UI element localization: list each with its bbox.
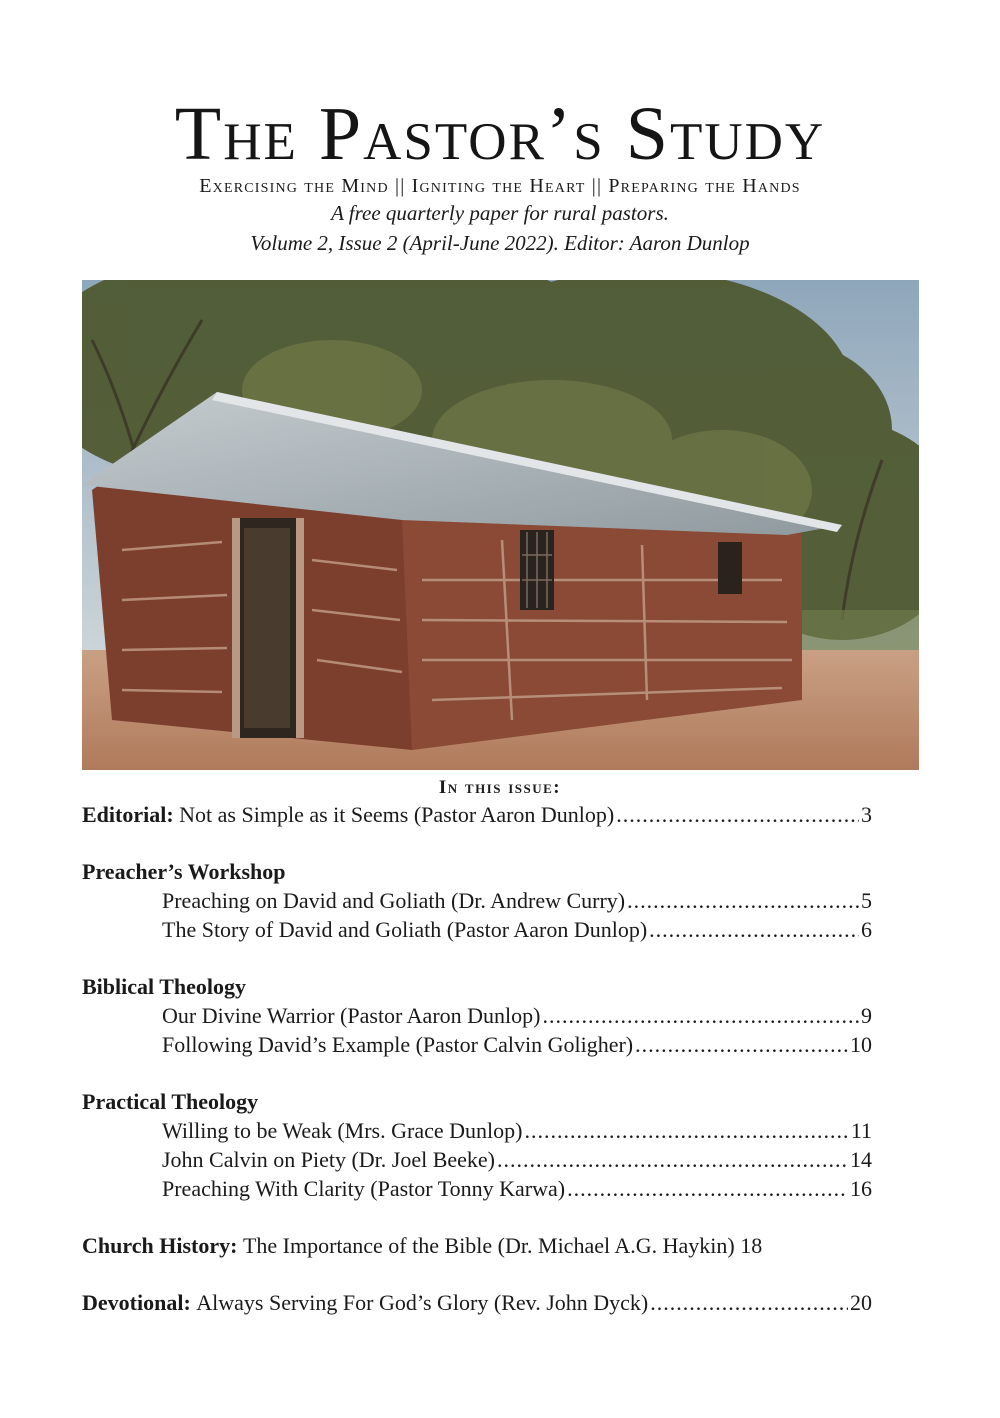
leader-dots (650, 1288, 848, 1317)
toc-page: 3 (861, 802, 872, 827)
toc-page: 10 (850, 1032, 872, 1057)
toc-title: Preaching With Clarity (Pastor Tonny Karwa) (162, 1176, 566, 1201)
church-building-illustration (82, 280, 919, 770)
leader-dots (627, 886, 859, 915)
section-heading-biblical-theology: Biblical Theology (82, 974, 247, 999)
masthead (0, 92, 1000, 258)
toc-title: Following David’s Example (Pastor Calvin Goligher) (162, 1032, 634, 1057)
toc-page: 5 (861, 888, 872, 913)
toc-title: The Importance of the Bible (Dr. Michael A.G. Haykin) (242, 1233, 735, 1258)
toc-entry[interactable] (82, 1001, 872, 1030)
leader-dots (542, 1001, 859, 1030)
tagline: Exercising the Mind || Igniting the Heart || Preparing the Hands (199, 175, 801, 197)
toc-entry[interactable] (82, 1145, 872, 1174)
toc-page: 6 (861, 917, 872, 942)
toc-title: John Calvin on Piety (Dr. Joel Beeke) (162, 1147, 496, 1172)
toc-page: 11 (850, 1118, 872, 1143)
section-heading-preachers-workshop: Preacher’s Workshop (82, 859, 286, 884)
section-heading-practical-theology: Practical Theology (82, 1089, 259, 1114)
toc-title: Our Divine Warrior (Pastor Aaron Dunlop) (162, 1003, 541, 1028)
toc-entry[interactable] (82, 915, 872, 944)
page-title: The Pastor’s Study (174, 92, 826, 176)
toc-title: The Story of David and Goliath (Pastor Aaron Dunlop) (162, 917, 648, 942)
cover-photo (82, 280, 919, 770)
leader-dots (497, 1145, 848, 1174)
toc-entry[interactable] (82, 1174, 872, 1203)
leader-dots (524, 1116, 848, 1145)
subtitle: A free quarterly paper for rural pastors. (331, 201, 669, 225)
volume-line: Volume 2, Issue 2 (April-June 2022). Editor: Aaron Dunlop (250, 231, 750, 255)
toc-page: 14 (850, 1147, 872, 1172)
table-of-contents (82, 800, 872, 1317)
toc-entry[interactable] (82, 886, 872, 915)
leader-dots (567, 1174, 848, 1203)
toc-heading: In this issue: (438, 777, 562, 798)
toc-entry[interactable] (82, 1030, 872, 1059)
toc-page: 20 (850, 1290, 872, 1315)
toc-title: Always Serving For God’s Glory (Rev. John Dyck) (196, 1290, 649, 1315)
toc-entry-editorial[interactable] (82, 800, 872, 829)
leader-dots (649, 915, 859, 944)
toc-entry-church-history[interactable] (82, 1231, 872, 1260)
toc-title: Willing to be Weak (Mrs. Grace Dunlop) (162, 1118, 523, 1143)
toc-title: Preaching on David and Goliath (Dr. Andrew Curry) (162, 888, 626, 913)
toc-label: Church History: (82, 1233, 238, 1258)
toc-label: Editorial: (82, 802, 174, 827)
toc-page: 16 (850, 1176, 872, 1201)
toc-page: 18 (740, 1233, 763, 1258)
toc-entry-devotional[interactable] (82, 1288, 872, 1317)
toc-entry[interactable] (82, 1116, 872, 1145)
toc-title: Not as Simple as it Seems (Pastor Aaron Dunlop) (179, 802, 615, 827)
toc-label: Devotional: (82, 1290, 191, 1315)
toc-page: 9 (861, 1003, 872, 1028)
leader-dots (616, 800, 859, 829)
leader-dots (635, 1030, 848, 1059)
